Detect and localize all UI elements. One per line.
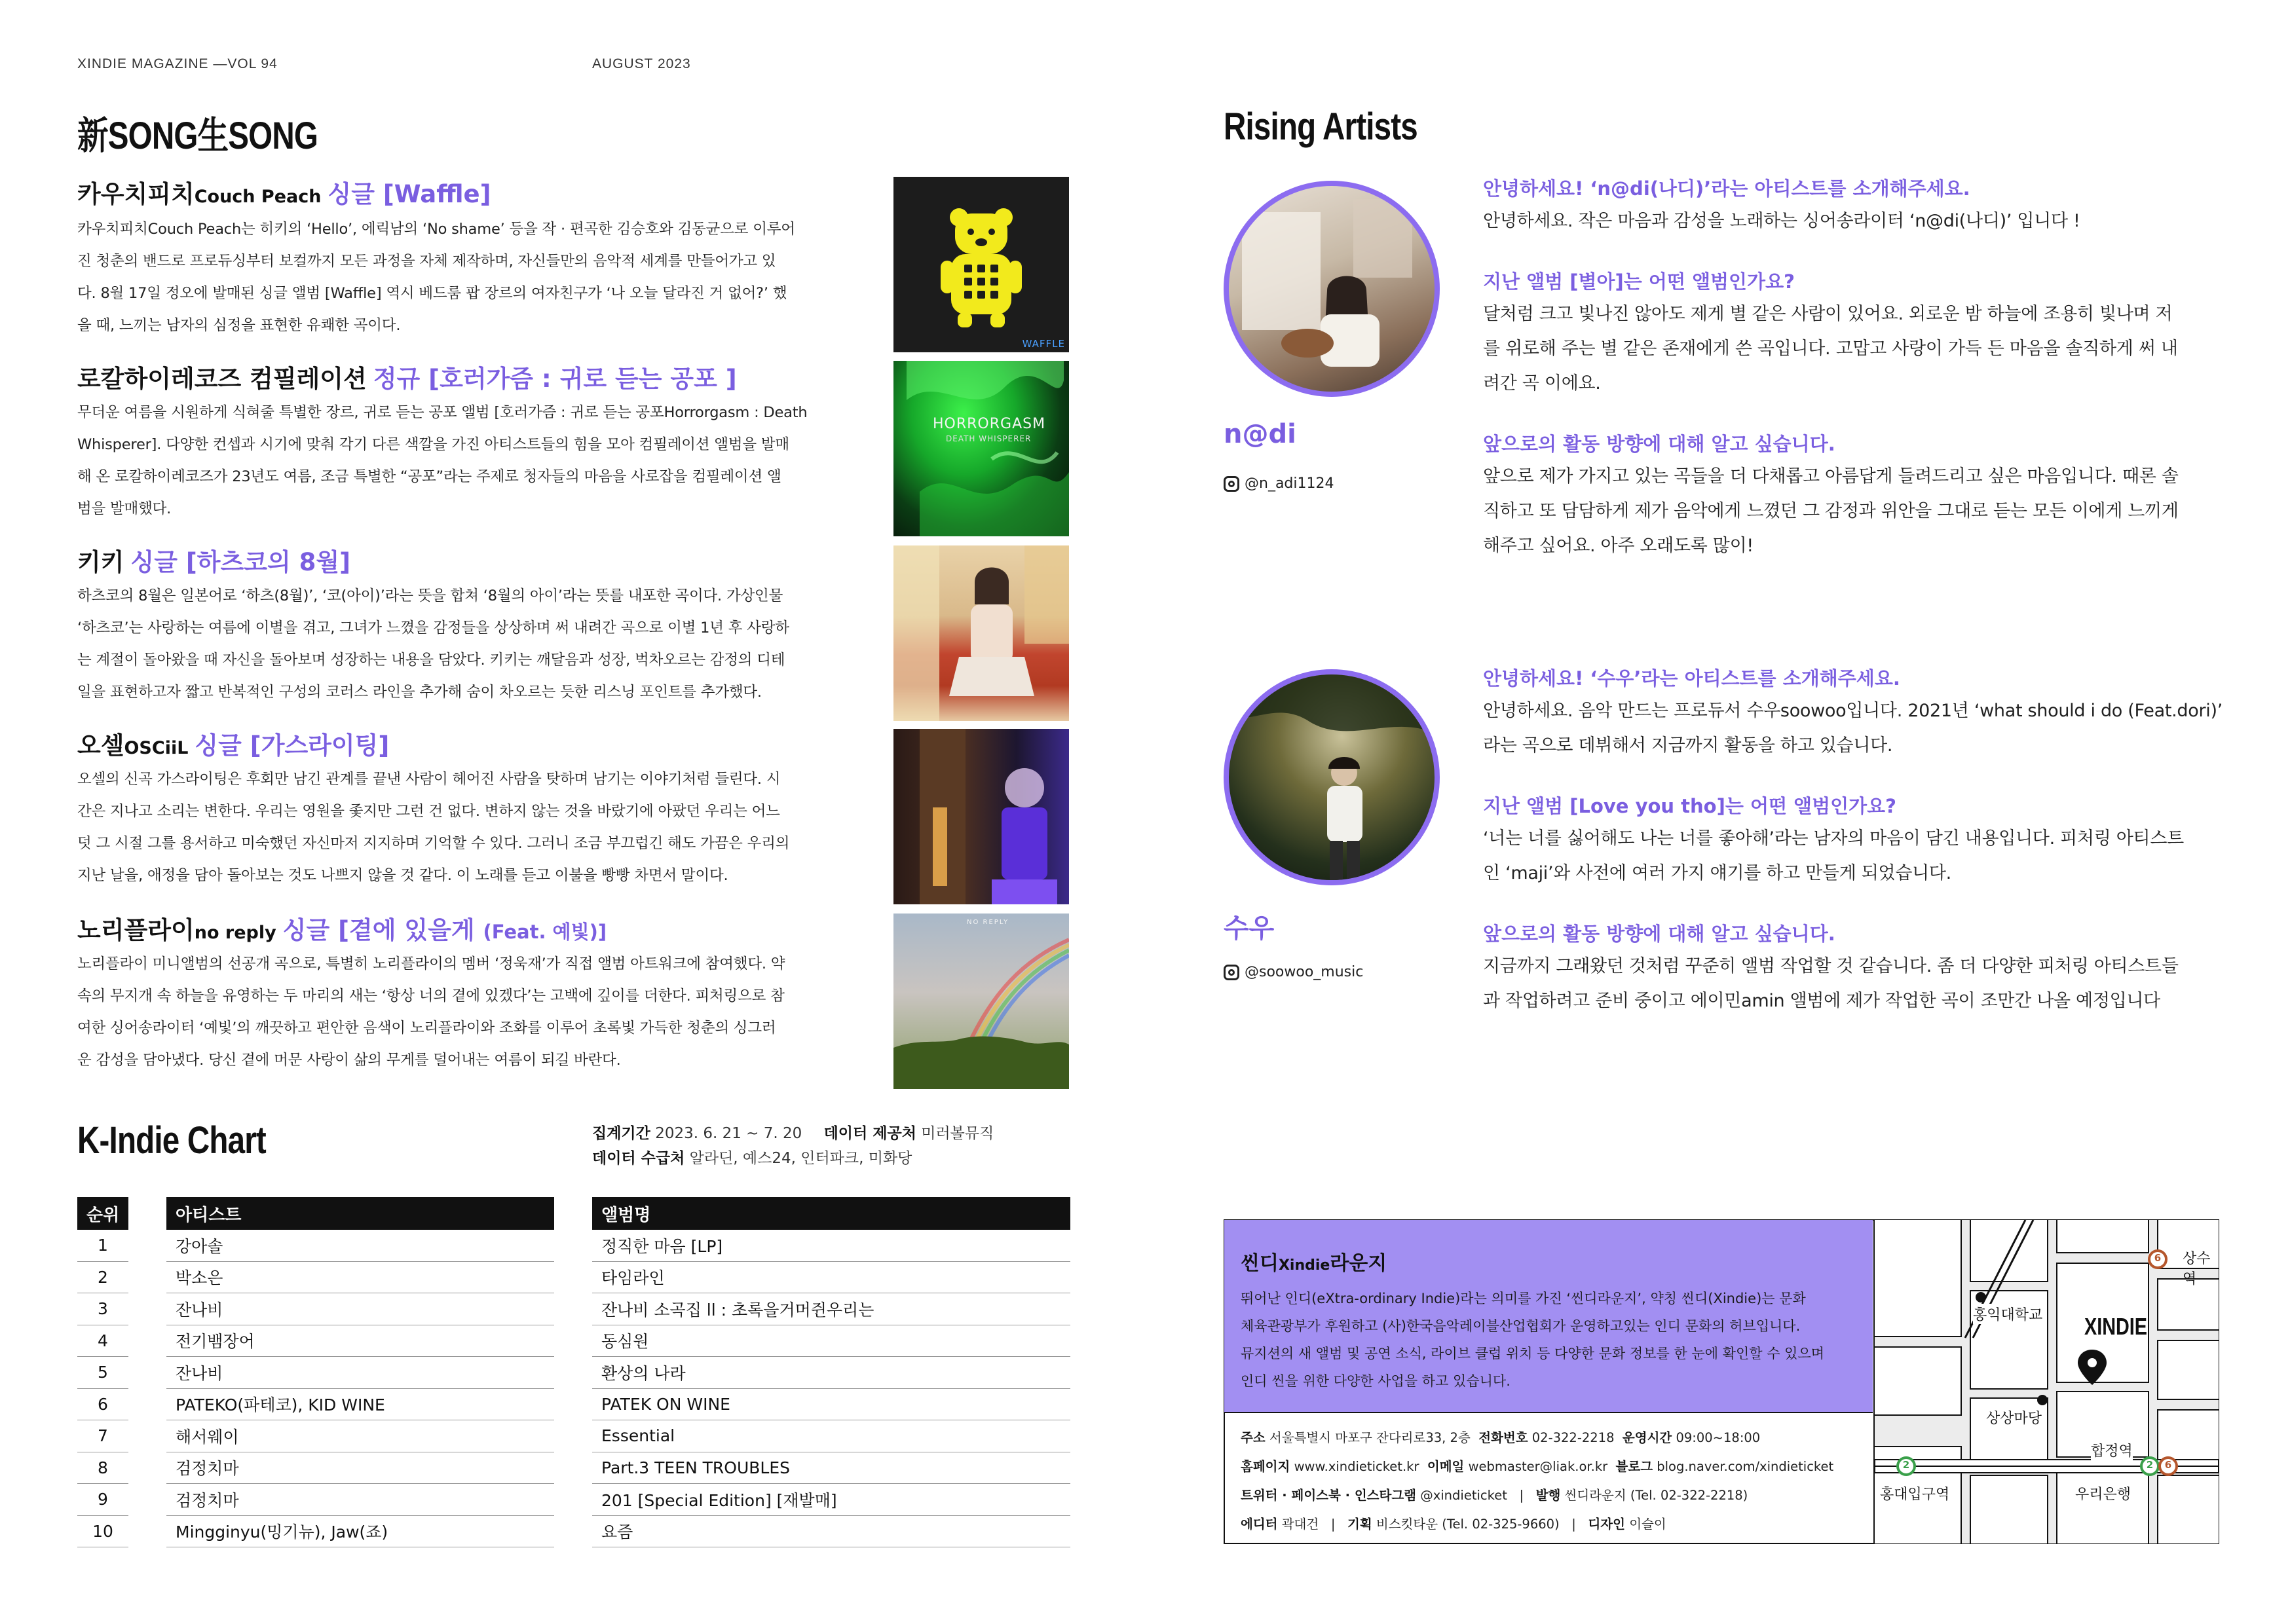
- provider-label: 데이터 제공처: [823, 1125, 916, 1142]
- entry-header-kiki: [77, 542, 350, 578]
- publisher-value: 씬디라운지 (Tel. 02-322-2218): [1564, 1488, 1748, 1503]
- answer-line: 인 ‘maji’와 사전에 여러 가지 얘기를 하고 만들게 되었습니다.: [1483, 863, 1951, 883]
- body-line: 다. 8월 17일 정오에 발매된 싱글 앨범 [Waffle] 역시 베드룸 팝 장르의 여자친구가 ‘나 오늘 달라진 거 없어?’ 했: [77, 285, 787, 302]
- interview-soowoo: [1483, 664, 2223, 1018]
- body-line: 간은 지나고 소리는 변한다. 우리는 영원을 좇지만 그런 건 없다. 변하지 않는 것을 바랐기에 아팠던 우리는 어느: [77, 803, 780, 820]
- entry-artist-sub: OSCiiL: [124, 738, 189, 758]
- provider-value: 미러볼뮤직: [921, 1125, 994, 1142]
- album-cover-waffle: [893, 177, 1069, 352]
- body-line: 지난 날을, 애정을 담아 돌아보는 것도 나쁘지 않을 것 같다. 이 노래를 듣고 이불을 빵빵 차면서 말이다.: [77, 867, 728, 884]
- answer-line: 지금까지 그래왔던 것처럼 꾸준히 앨범 작업할 것 같습니다. 좀 더 다양한 피처링 아티스트들: [1483, 956, 2179, 976]
- chart-meta-line-1: [592, 1121, 994, 1146]
- entry-header-couch-peach: [77, 174, 491, 210]
- album-cell: 동심원: [592, 1325, 1070, 1357]
- period-label: 집계기간: [592, 1125, 650, 1142]
- interview-nadi: [1483, 174, 2223, 563]
- source-label: 데이터 수급처: [592, 1150, 685, 1167]
- body-line: 일을 표현하고자 짧고 반복적인 구성의 코러스 라인을 추가해 숨이 차오르는 듯한 리스닝 포인트를 추가했다.: [77, 684, 762, 701]
- publisher-label: 발행: [1535, 1488, 1561, 1503]
- xindie-logo: XINDIE: [2084, 1313, 2148, 1340]
- body-line: 을 때, 느끼는 남자의 심정을 표현한 유쾌한 곡이다.: [77, 317, 401, 334]
- rank-column-header: 순위: [77, 1197, 128, 1230]
- instagram-icon: [1224, 965, 1239, 980]
- instagram-handle-soowoo[interactable]: [1224, 964, 1363, 980]
- body-line: 여한 싱어송라이터 ‘예빛’의 깨끗하고 편안한 음색이 노리플라이와 조화를 이루어 초록빛 가득한 청춘의 싱그러: [77, 1020, 776, 1037]
- email-label: 이메일: [1427, 1459, 1465, 1474]
- artist-photo-soowoo: [1229, 674, 1435, 880]
- blog-link[interactable]: blog.naver.com/xindieticket: [1657, 1459, 1834, 1474]
- map-label-hongik: 홍익대학교: [1973, 1304, 2042, 1324]
- entry-release-tag-main: 싱글 [곁에 있을게: [282, 916, 483, 944]
- lounge-line: 뮤지션의 새 앨범 및 공연 소식, 라이브 클럽 위치 등 다양한 문화 정보를 한 눈에 확인할 수 있으며: [1241, 1346, 1825, 1361]
- address-label: 주소: [1241, 1430, 1266, 1445]
- body-line: 해 온 로칼하이레코즈가 23년도 여름, 조금 특별한 “공포”라는 주제로 청자들의 마음을 사로잡을 컴필레이션 앨: [77, 468, 781, 485]
- sns-value: @xindieticket: [1420, 1488, 1507, 1503]
- lounge-title-main: 씬디: [1241, 1252, 1279, 1275]
- entry-artist-sub: no reply: [194, 923, 276, 943]
- album-cover-hatsuko: [893, 545, 1069, 721]
- phone-value: 02-322-2218: [1531, 1430, 1615, 1445]
- location-map[interactable]: [1873, 1220, 2219, 1543]
- body-line: 운 감성을 담아냈다. 당신 곁에 머문 사랑이 삶의 무게를 덜어내는 여름이 되길 바란다.: [77, 1052, 621, 1069]
- artist-cell: 해서웨이: [166, 1420, 554, 1452]
- interview-answer: [1483, 297, 2223, 401]
- answer-line: 앞으로 제가 가지고 있는 곡들을 더 다채롭고 아름답게 들려드리고 싶은 마음입니다. 때론 솔: [1483, 466, 2179, 487]
- interview-answer: [1483, 204, 2223, 238]
- map-label-woori: 우리은행: [2075, 1483, 2131, 1504]
- cover-subtitle: DEATH WHISPERER: [946, 434, 1032, 443]
- lounge-info-line-4: [1241, 1514, 1666, 1532]
- k-indie-chart-title: K-Indie Chart: [77, 1119, 266, 1162]
- rank-cell: 9: [77, 1484, 128, 1516]
- answer-line: 안녕하세요. 음악 만드는 프로듀서 수우soowoo입니다. 2021년 ‘what should i do (Feat.dori)’: [1483, 701, 2223, 721]
- rank-cell: 8: [77, 1452, 128, 1485]
- rank-cell: 7: [77, 1420, 128, 1452]
- lounge-title-sub: Xindie: [1278, 1257, 1330, 1274]
- planning-label: 기획: [1347, 1517, 1372, 1532]
- entry-artist: 키키: [77, 548, 124, 576]
- artist-cell: Mingginyu(밍기뉴), Jaw(죠): [166, 1516, 554, 1548]
- rank-cell: 10: [77, 1516, 128, 1548]
- body-line: Whisperer]. 다양한 컨셉과 시기에 맞춰 각기 다른 색깔을 가진 아티스트들의 힘을 모아 컴필레이션 앨범을 발매: [77, 436, 789, 453]
- body-line: 는 계절이 돌아왔을 때 자신을 돌아보며 성장하는 내용을 담았다. 키키는 깨달음과 성장, 벅차오르는 감정의 디테: [77, 652, 785, 669]
- artist-column-header: 아티스트: [166, 1197, 554, 1230]
- artist-cell: 잔나비: [166, 1293, 554, 1325]
- design-label: 디자인: [1588, 1517, 1625, 1532]
- answer-line: 과 작업하려고 준비 중이고 에이민amin 앨범에 제가 작업한 곡이 조만간 나올 예정입니다: [1483, 991, 2160, 1011]
- email-link[interactable]: webmaster@liak.or.kr: [1468, 1459, 1608, 1474]
- album-cell: 환상의 나라: [592, 1357, 1070, 1389]
- entry-artist-sub: Couch Peach: [194, 187, 322, 207]
- map-label-sangsu: 상수역: [2183, 1251, 2211, 1287]
- interview-question: 지난 앨범 [Love you tho]는 어떤 앨범인가요?: [1483, 795, 1896, 817]
- interview-answer: [1483, 821, 2223, 891]
- entry-header-oscill: [77, 726, 389, 761]
- album-cover-horrorgasm: [893, 361, 1069, 536]
- chart-meta: [592, 1121, 994, 1171]
- separator: |: [1330, 1517, 1336, 1532]
- body-line: 덧 그 시절 그를 용서하고 미숙했던 자신마저 지지하며 기억할 수 있다. 그러니 조금 부끄럽긴 해도 가끔은 우리의: [77, 835, 790, 852]
- artist-photo-nadi: [1229, 186, 1435, 392]
- line2-badge-icon: 2: [1902, 1459, 1910, 1471]
- artist-cell: 박소은: [166, 1262, 554, 1294]
- lounge-divider: [1224, 1412, 1873, 1413]
- period-value: 2023. 6. 21 ~ 7. 20: [655, 1125, 802, 1142]
- lounge-info-line-1: [1241, 1428, 1760, 1446]
- entry-release-tag: 정규 [호러가즘 : 귀로 듣는 공포 ]: [373, 365, 737, 393]
- waffle-bear-icon: [893, 177, 1069, 352]
- answer-line: 달처럼 크고 빛나진 않아도 제게 별 같은 사람이 있어요. 외로운 밤 하늘에 조용히 빛나며 저: [1483, 304, 2173, 324]
- sns-label: 트위터 · 페이스북 · 인스타그램: [1241, 1488, 1417, 1503]
- cover-title: HORRORGASM: [933, 416, 1046, 432]
- body-line: 속의 무지개 속 하늘을 유영하는 두 마리의 새는 ‘항상 너의 곁에 있겠다’는 고백에 깊이를 더한다. 피처링으로 참: [77, 987, 785, 1005]
- interview-question: 지난 앨범 [별아]는 어떤 앨범인가요?: [1483, 270, 1795, 293]
- new-song-title: 新SONG生SONG: [77, 115, 318, 157]
- album-column-header: 앨범명: [592, 1197, 1070, 1230]
- entry-body-locahigh: [77, 397, 876, 525]
- interview-answer: [1483, 949, 2223, 1018]
- lounge-line: 인디 씬을 위한 다양한 사업을 하고 있습니다.: [1241, 1373, 1511, 1389]
- source-value: 알라딘, 예스24, 인터파크, 미화당: [689, 1150, 912, 1167]
- separator: |: [1519, 1488, 1524, 1503]
- chart-rank-column: [77, 1230, 128, 1547]
- artist-cell: 전기뱀장어: [166, 1325, 554, 1357]
- artist-avatar-nadi: [1224, 181, 1440, 397]
- album-cell: Part.3 TEEN TROUBLES: [592, 1452, 1070, 1485]
- body-line: 범을 발매했다.: [77, 500, 172, 517]
- body-line: 오셀의 신곡 가스라이팅은 후회만 남긴 관계를 끝낸 사람이 헤어진 사람을 탓하며 남기는 이야기처럼 들린다. 시: [77, 771, 781, 788]
- design-value: 이슬이: [1629, 1517, 1666, 1532]
- answer-line: ‘너는 너를 싫어해도 나는 너를 좋아해’라는 남자의 마음이 담긴 내용입니다. 피처링 아티스트: [1483, 828, 2184, 849]
- entry-artist: 오셀: [77, 731, 124, 760]
- instagram-handle-text: @n_adi1124: [1245, 475, 1334, 492]
- rank-cell: 1: [77, 1230, 128, 1262]
- album-cell: 요즘: [592, 1516, 1070, 1548]
- smoke-graphic-icon: [893, 361, 1069, 536]
- lounge-description: [1241, 1285, 1863, 1395]
- instagram-icon: [1224, 476, 1239, 492]
- entry-body-kiki: [77, 580, 876, 709]
- album-cell: 201 [Special Edition] [재발매]: [592, 1484, 1070, 1516]
- answer-line: 라는 곡으로 데뷔해서 지금까지 활동을 하고 있습니다.: [1483, 735, 1893, 756]
- entry-artist: 카우치피치: [77, 180, 195, 208]
- rank-cell: 2: [77, 1262, 128, 1294]
- hours-value: 09:00~18:00: [1676, 1430, 1761, 1445]
- lounge-line: 뛰어난 인디(eXtra-ordinary Indie)라는 의미를 가진 ‘씬디라운지’, 약칭 씬디(Xindie)는 문화: [1241, 1291, 1806, 1306]
- lounge-info-line-3: [1241, 1485, 1748, 1504]
- lounge-title-end: 라운지: [1330, 1252, 1387, 1275]
- map-label-sangsang: 상상마당: [1986, 1407, 2042, 1428]
- homepage-link[interactable]: www.xindieticket.kr: [1294, 1459, 1419, 1474]
- homepage-label: 홈페이지: [1241, 1459, 1290, 1474]
- line2-badge-icon: 2: [2146, 1459, 2154, 1471]
- body-line: ‘하츠코’는 사랑하는 여름에 이별을 겪고, 그녀가 느꼈을 감정들을 상상하며 써 내려간 곡으로 이별 1년 후 사랑하: [77, 619, 789, 637]
- phone-label: 전화번호: [1478, 1430, 1528, 1445]
- entry-artist: 로칼하이레코즈 컴필레이션: [77, 365, 367, 393]
- editor-label: 에디터: [1241, 1517, 1278, 1532]
- answer-line: 려간 곡 이에요.: [1483, 373, 1601, 394]
- instagram-handle-text: @soowoo_music: [1245, 964, 1364, 980]
- lounge-info-line-2: [1241, 1456, 1833, 1475]
- artist-cell: PATEKO(파테코), KID WINE: [166, 1389, 554, 1421]
- entry-body-noreply: [77, 948, 876, 1077]
- artist-cell: 검정치마: [166, 1452, 554, 1485]
- album-cover-gaslighting: [893, 729, 1069, 904]
- alley-illustration-image: [893, 729, 1069, 904]
- entry-artist: 노리플라이: [77, 916, 195, 944]
- interview-question: 앞으로의 활동 방향에 대해 알고 싶습니다.: [1483, 923, 1835, 945]
- album-cell: 잔나비 소곡집 ll : 초록을거머쥔우리는: [592, 1293, 1070, 1325]
- body-line: 카우치피치Couch Peach는 히키의 ‘Hello’, 에릭남의 ‘No shame’ 등을 작 · 편곡한 김승호와 김동균으로 이루어: [77, 221, 795, 238]
- artist-cell: 잔나비: [166, 1357, 554, 1389]
- entry-release-tag-sub: (Feat. 예빛)]: [483, 921, 607, 943]
- lounge-title: [1241, 1247, 1387, 1276]
- interview-answer: [1483, 693, 2223, 763]
- answer-line: 직하고 또 담담하게 제가 음악에게 느꼈던 그 감정과 위안을 그대로 듣는 모든 이에게 느끼게: [1483, 501, 2179, 521]
- rising-artists-title: Rising Artists: [1224, 105, 1417, 148]
- entry-header-locahigh: [77, 359, 737, 394]
- artist-avatar-soowoo: [1224, 669, 1440, 885]
- entry-release-tag: 싱글 [Waffle]: [328, 180, 491, 208]
- album-cell: Essential: [592, 1420, 1070, 1452]
- lounge-line: 체육관광부가 후원하고 (사)한국음악레이블산업협회가 운영하고있는 인디 문화의 허브입니다.: [1241, 1318, 1801, 1334]
- interview-question: 앞으로의 활동 방향에 대해 알고 싶습니다.: [1483, 433, 1835, 455]
- separator: |: [1571, 1517, 1576, 1532]
- cover-label: WAFFLE: [1022, 338, 1065, 350]
- blog-label: 블로그: [1615, 1459, 1653, 1474]
- album-cell: PATEK ON WINE: [592, 1389, 1070, 1421]
- issue-date: AUGUST 2023: [592, 56, 691, 71]
- artist-name-nadi: n@di: [1224, 419, 1296, 449]
- rank-cell: 4: [77, 1325, 128, 1357]
- interview-answer: [1483, 459, 2223, 563]
- album-cell: 정직한 마음 [LP]: [592, 1230, 1070, 1262]
- rank-cell: 5: [77, 1357, 128, 1389]
- hours-label: 운영시간: [1622, 1430, 1672, 1445]
- body-line: 무더운 여름을 시원하게 식혀줄 특별한 장르, 귀로 듣는 공포 앨범 [호러가즘 : 귀로 듣는 공포Horrorgasm : Death: [77, 404, 808, 421]
- artist-name-soowoo: 수우: [1224, 913, 1275, 944]
- line6-badge-icon: 6: [2154, 1252, 2162, 1264]
- entry-header-noreply: [77, 910, 607, 946]
- rank-cell: 6: [77, 1389, 128, 1421]
- entry-release-tag: [283, 916, 607, 944]
- answer-line: 해주고 싶어요. 아주 오래도록 많이!: [1483, 536, 1754, 556]
- editor-value: 곽대건: [1281, 1517, 1319, 1532]
- answer-line: 안녕하세요. 작은 마음과 감성을 노래하는 싱어송라이터 ‘n@di(나디)’ 입니다 !: [1483, 211, 2080, 231]
- entry-release-tag: 싱글 [가스라이팅]: [195, 731, 390, 760]
- planning-value: 비스킷타운 (Tel. 02-325-9660): [1376, 1517, 1560, 1532]
- cover-label: NO REPLY: [967, 919, 1009, 926]
- rainbow-image: [893, 913, 1069, 1089]
- album-cell: 타임라인: [592, 1262, 1070, 1294]
- instagram-handle-nadi[interactable]: [1224, 475, 1334, 492]
- line6-badge-icon: 6: [2164, 1459, 2172, 1471]
- artist-cell: 강아솔: [166, 1230, 554, 1262]
- body-line: 하츠코의 8월은 일본어로 ‘하츠(8월)’, ‘코(아이)’라는 뜻을 합쳐 ‘8월의 아이’라는 뜻를 내포한 곡이다. 가상인물: [77, 587, 783, 604]
- magazine-running-head: XINDIE MAGAZINE —VOL 94: [77, 56, 278, 71]
- girl-on-sofa-image: [893, 545, 1069, 721]
- map-label-hapjeong: 합정역: [2091, 1440, 2133, 1460]
- chart-meta-line-2: [592, 1146, 994, 1171]
- map-label-hongdae: 홍대입구역: [1880, 1483, 1949, 1504]
- body-line: 진 청춘의 밴드로 프로듀싱부터 보컬까지 모든 과정을 자체 제작하며, 자신들만의 음악적 세계를 만들어가고 있: [77, 253, 776, 270]
- chart-album-column: [592, 1230, 1070, 1547]
- album-cover-noreply: [893, 913, 1069, 1089]
- entry-body-couch-peach: [77, 213, 876, 342]
- chart-artist-column: [166, 1230, 554, 1547]
- answer-line: 를 위로해 주는 별 같은 존재에게 쓴 곡입니다. 고맙고 사랑이 가득 든 마음을 솔직하게 써 내: [1483, 339, 2178, 359]
- interview-question: 안녕하세요! ‘수우’라는 아티스트를 소개해주세요.: [1483, 667, 1900, 690]
- address-value: 서울특별시 마포구 잔다리로33, 2층: [1269, 1430, 1471, 1445]
- interview-question: 안녕하세요! ‘n@di(나디)’라는 아티스트를 소개해주세요.: [1483, 177, 1970, 200]
- entry-body-oscill: [77, 764, 876, 892]
- rank-cell: 3: [77, 1293, 128, 1325]
- body-line: 노리플라이 미니앨범의 선공개 곡으로, 특별히 노리플라이의 멤버 ‘정욱재’가 직접 앨범 아트워크에 참여했다. 약: [77, 955, 785, 972]
- entry-release-tag: 싱글 [하츠코의 8월]: [130, 548, 351, 576]
- artist-cell: 검정치마: [166, 1484, 554, 1516]
